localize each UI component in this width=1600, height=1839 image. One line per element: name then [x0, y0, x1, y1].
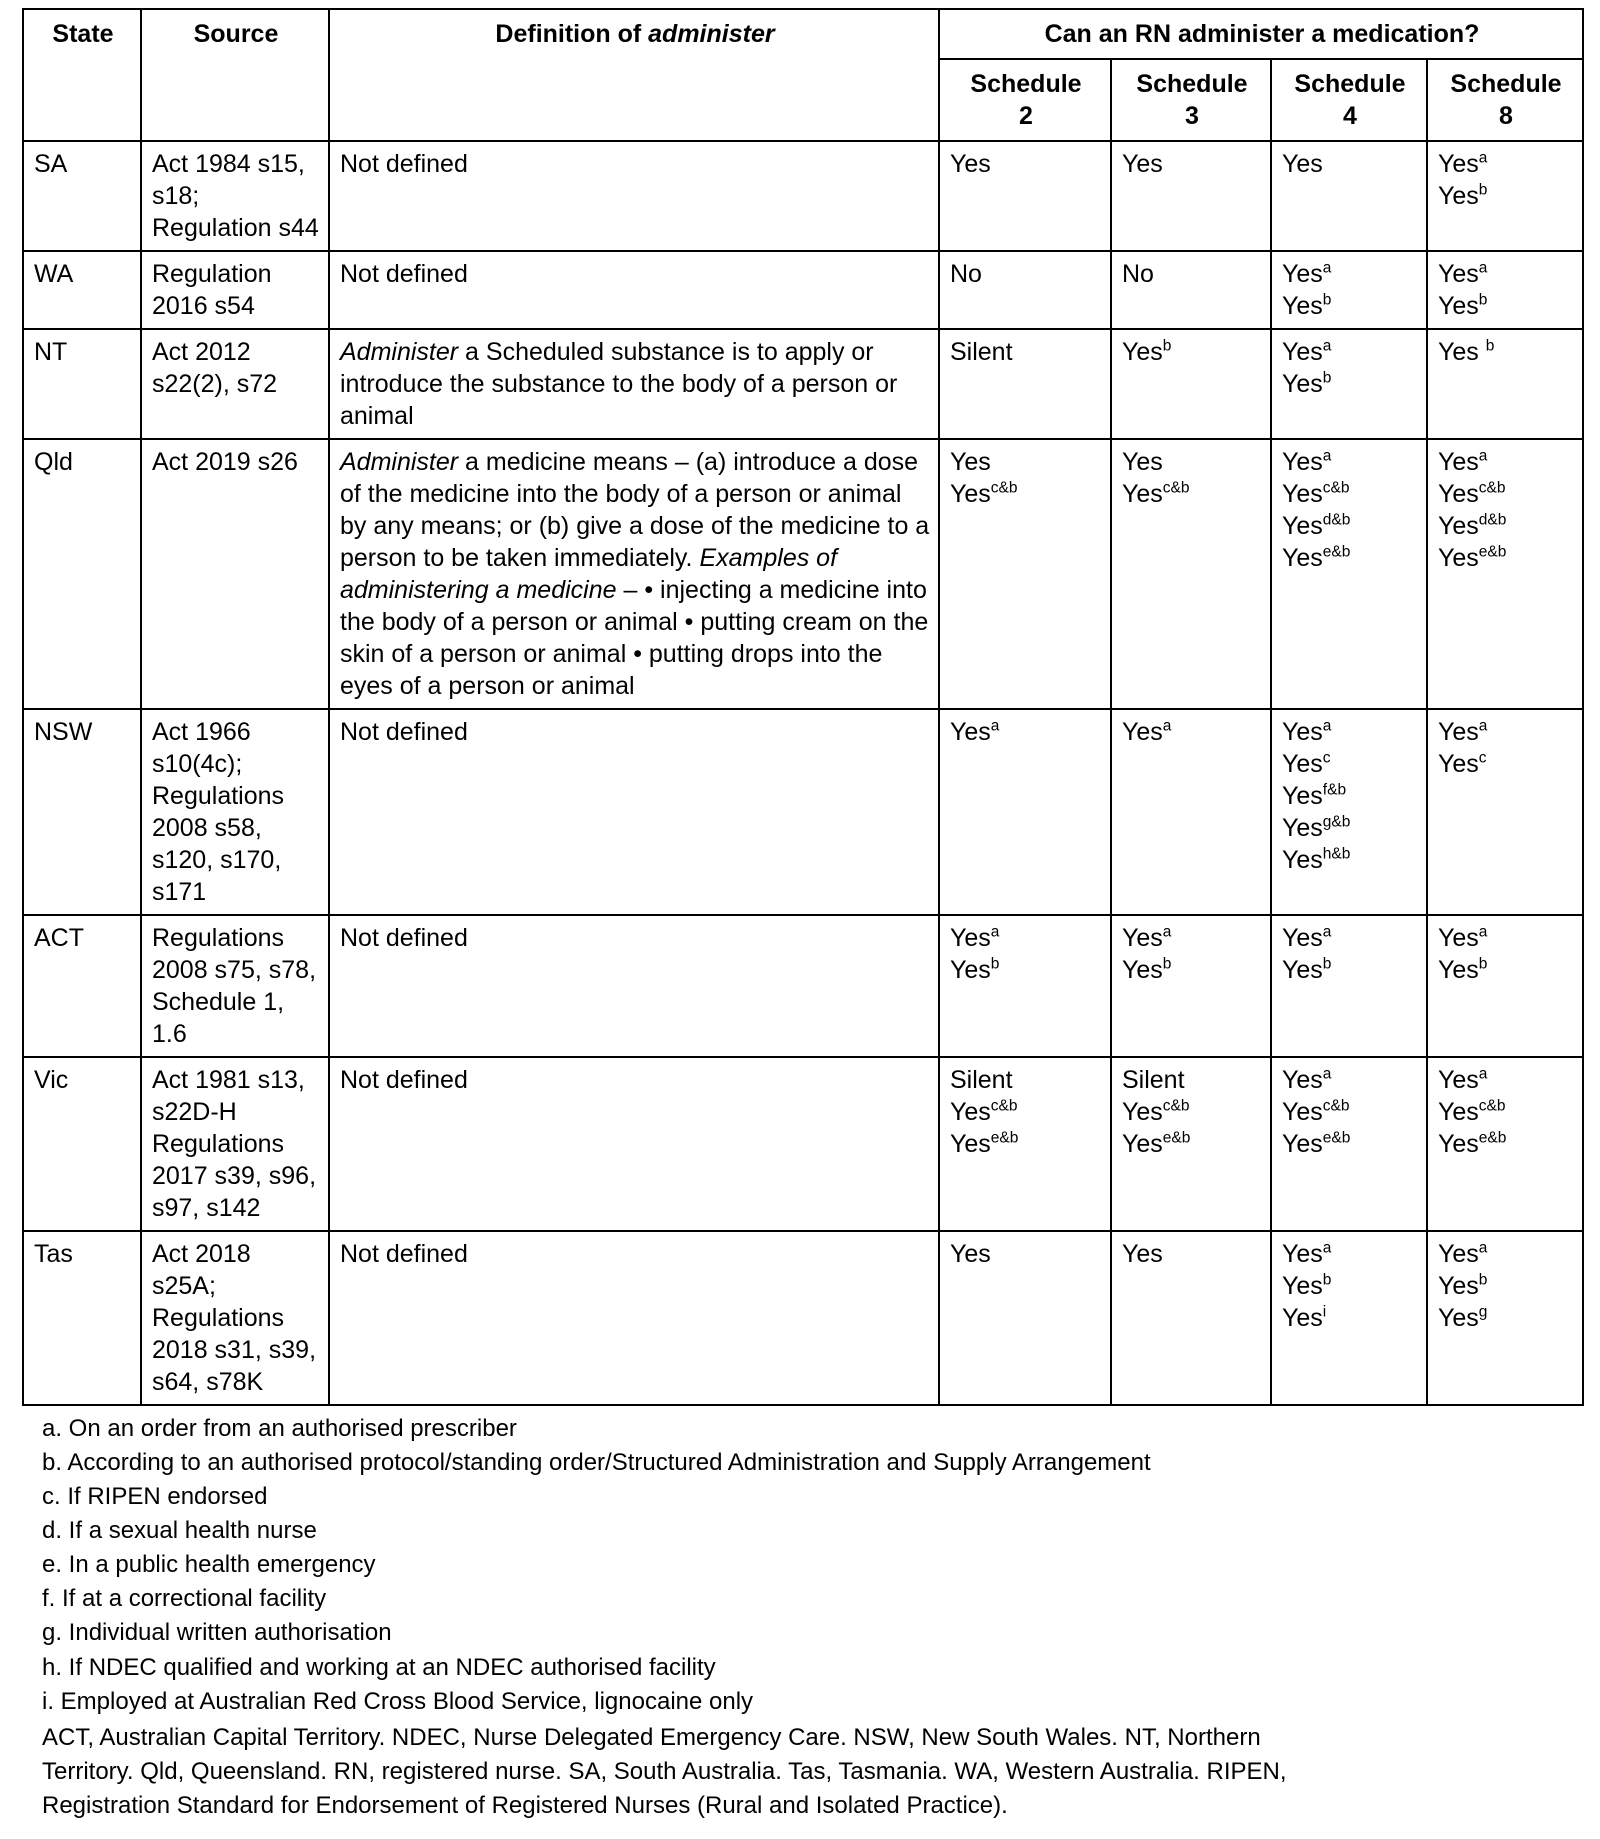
footnote-marker: c&b — [1162, 479, 1190, 497]
footnote-marker: b — [1162, 337, 1172, 355]
footnote-marker: a — [1322, 447, 1332, 465]
schedule-number-2: 2 — [1019, 102, 1033, 130]
footnote-marker: b — [1478, 291, 1488, 309]
cell-schedule-2 — [939, 251, 1111, 329]
schedule-number-3: 3 — [1185, 102, 1199, 130]
table-row — [23, 439, 1583, 709]
cell-state: NSW — [23, 709, 141, 915]
footnote-marker: b — [1322, 955, 1332, 973]
cell-schedule-8 — [1427, 915, 1583, 1057]
schedule-value: Yes$^{d\&b}$ — [1438, 511, 1507, 540]
footnote-marker: a — [1322, 337, 1332, 355]
footnote-marker: a — [1322, 717, 1332, 735]
footnote-marker: e&b — [1478, 1129, 1507, 1147]
column-header-schedule-4 — [1271, 59, 1427, 141]
schedule-value: Yes$^b$ — [950, 955, 1000, 984]
cell-source: Act 2018 s25A; Regulations 2018 s31, s39, s64, s78K — [141, 1231, 329, 1405]
schedule-value: Yes$^a$ — [1122, 923, 1172, 952]
cell-definition: Not defined — [329, 251, 939, 329]
footnote-marker: b — [1478, 181, 1488, 199]
schedule-value: Yes$^{h\&b}$ — [1282, 845, 1351, 874]
footnote-item: a. On an order from an authorised prescriber — [42, 1415, 517, 1442]
footnote-marker: a — [1478, 149, 1488, 167]
schedule-value: Yes$^b$ — [1438, 955, 1488, 984]
schedule-value: Silent — [1122, 1066, 1185, 1094]
cell-schedule-2 — [939, 1057, 1111, 1231]
column-header-schedule-8 — [1427, 59, 1583, 141]
schedule-value: Yes$^{e\&b}$ — [1282, 543, 1351, 572]
footnote-marker: a — [1322, 923, 1332, 941]
column-header-schedule-3 — [1111, 59, 1271, 141]
table-row — [23, 329, 1583, 439]
definition-header-prefix: Definition of — [495, 20, 649, 48]
cell-schedule-3 — [1111, 329, 1271, 439]
footnote-marker: a — [1162, 717, 1172, 735]
cell-schedule-3 — [1111, 141, 1271, 251]
schedule-value: Yes$^{c\&b}$ — [950, 479, 1018, 508]
schedule-value: Yes$^{e\&b}$ — [1282, 1129, 1351, 1158]
schedule-value: Yes$^{c\&b}$ — [1282, 1097, 1350, 1126]
schedule-value: Yes$^{d\&b}$ — [1282, 511, 1351, 540]
cell-state: Qld — [23, 439, 141, 709]
schedule-word-4: Schedule — [1294, 70, 1406, 98]
footnote-marker: a — [1478, 717, 1488, 735]
cell-state: Tas — [23, 1231, 141, 1405]
cell-source: Act 1984 s15, s18; Regulation s44 — [141, 141, 329, 251]
schedule-value: Yes$^a$ — [1438, 1239, 1488, 1268]
schedule-value: Yes$^a$ — [1282, 923, 1332, 952]
schedule-word-2: Schedule — [970, 70, 1082, 98]
schedule-value: Yes $^b$ — [1438, 337, 1495, 366]
schedule-value: Yes$^{c\&b}$ — [1282, 479, 1350, 508]
footnote-marker: b — [1322, 369, 1332, 387]
column-header-rn-group: Can an RN administer a medication? — [939, 9, 1583, 59]
footnote-marker: a — [1322, 1239, 1332, 1257]
schedule-value: Yes$^a$ — [1282, 1239, 1332, 1268]
schedule-value: Yes$^b$ — [1122, 955, 1172, 984]
table-body — [23, 141, 1583, 1405]
schedule-value: Yes$^{c\&b}$ — [950, 1097, 1018, 1126]
schedule-value: Yes$^a$ — [1282, 717, 1332, 746]
cell-schedule-3 — [1111, 251, 1271, 329]
cell-schedule-2 — [939, 439, 1111, 709]
footnote-marker: a — [1162, 923, 1172, 941]
footnote-marker: c&b — [1322, 479, 1350, 497]
footnotes-list — [42, 1412, 1600, 1719]
footnote-marker: c&b — [990, 1097, 1018, 1115]
schedule-value: Yes$^a$ — [1438, 149, 1488, 178]
footnote-marker: c&b — [1162, 1097, 1190, 1115]
schedule-value: Yes$^a$ — [1438, 1065, 1488, 1094]
cell-schedule-4 — [1271, 709, 1427, 915]
cell-state: Vic — [23, 1057, 141, 1231]
cell-schedule-8 — [1427, 1231, 1583, 1405]
footnote-marker: g — [1478, 1303, 1488, 1321]
schedule-value: Yes — [950, 1240, 991, 1268]
schedule-value: Yes$^{e\&b}$ — [1438, 543, 1507, 572]
footnote-marker: f&b — [1322, 781, 1347, 799]
footnote-marker: b — [1485, 337, 1495, 355]
footnote-marker: h&b — [1322, 845, 1351, 863]
schedule-value: Yes$^{g\&b}$ — [1282, 813, 1351, 842]
definition-header-italic: administer — [648, 20, 775, 48]
schedule-value: Yes$^a$ — [1282, 259, 1332, 288]
footnote-marker: a — [1322, 259, 1332, 277]
footnote-marker: c&b — [990, 479, 1018, 497]
schedule-value: Yes$^a$ — [1438, 259, 1488, 288]
definition-term: Administer — [340, 448, 459, 476]
schedule-value: Yes$^b$ — [1438, 181, 1488, 210]
schedule-value: Yes$^a$ — [1282, 337, 1332, 366]
table-row — [23, 915, 1583, 1057]
schedule-value: Yes$^a$ — [1438, 447, 1488, 476]
schedule-value: Yes$^i$ — [1282, 1303, 1327, 1332]
cell-schedule-4 — [1271, 915, 1427, 1057]
cell-state: NT — [23, 329, 141, 439]
schedule-value: Yes — [1122, 448, 1163, 476]
schedule-value: Yes — [1282, 150, 1323, 178]
schedule-value: Yes$^a$ — [1282, 1065, 1332, 1094]
footnote-marker: e&b — [1322, 543, 1351, 561]
schedule-value: Yes$^c$ — [1282, 749, 1331, 778]
schedule-value: Yes$^{c\&b}$ — [1438, 479, 1506, 508]
cell-source: Act 2019 s26 — [141, 439, 329, 709]
schedule-number-4: 4 — [1343, 102, 1357, 130]
footnote-marker: a — [1478, 1065, 1488, 1083]
cell-definition: Not defined — [329, 915, 939, 1057]
cell-state: SA — [23, 141, 141, 251]
cell-definition: Not defined — [329, 141, 939, 251]
table-row — [23, 1231, 1583, 1405]
cell-schedule-4 — [1271, 439, 1427, 709]
cell-schedule-4 — [1271, 1231, 1427, 1405]
cell-schedule-8 — [1427, 709, 1583, 915]
cell-schedule-8 — [1427, 141, 1583, 251]
schedule-value: Yes$^a$ — [1282, 447, 1332, 476]
cell-schedule-3 — [1111, 915, 1271, 1057]
definition-term: Administer — [340, 338, 459, 366]
footnote-marker: b — [990, 955, 1000, 973]
footnote-marker: a — [1478, 923, 1488, 941]
footnote-item: i. Employed at Australian Red Cross Blood Service, lignocaine only — [42, 1687, 754, 1715]
footnote-marker: d&b — [1322, 511, 1351, 529]
schedule-value: Yes$^{c\&b}$ — [1438, 1097, 1506, 1126]
cell-source: Act 1981 s13, s22D-H Regulations 2017 s39, s96, s97, s142 — [141, 1057, 329, 1231]
footnote-item: g. Individual written authorisation — [42, 1619, 392, 1647]
cell-definition: Not defined — [329, 1231, 939, 1405]
cell-schedule-2 — [939, 709, 1111, 915]
footnote-marker: a — [1322, 1065, 1332, 1083]
schedule-value: Yes$^c$ — [1438, 749, 1487, 778]
cell-schedule-2 — [939, 915, 1111, 1057]
footnote-marker: i — [1322, 1303, 1327, 1321]
schedule-value: Yes$^b$ — [1438, 1271, 1488, 1300]
footnote-marker: a — [1478, 1239, 1488, 1257]
footnote-marker: b — [1322, 291, 1332, 309]
cell-source: Regulations 2008 s75, s78, Schedule 1, 1.6 — [141, 915, 329, 1057]
cell-schedule-2 — [939, 329, 1111, 439]
schedule-value: Yes — [950, 150, 991, 178]
cell-schedule-3 — [1111, 439, 1271, 709]
schedule-value: Yes$^b$ — [1282, 369, 1332, 398]
schedule-value: Yes$^{e\&b}$ — [1438, 1129, 1507, 1158]
footnote-marker: b — [1322, 1271, 1332, 1289]
table-row — [23, 251, 1583, 329]
table-row — [23, 141, 1583, 251]
footnote-marker: e&b — [1478, 543, 1507, 561]
cell-state: ACT — [23, 915, 141, 1057]
cell-schedule-3 — [1111, 1057, 1271, 1231]
footnote-marker: b — [1478, 955, 1488, 973]
schedule-word-3: Schedule — [1136, 70, 1248, 98]
schedule-value: Yes$^a$ — [1438, 923, 1488, 952]
schedule-value: Yes$^b$ — [1282, 1271, 1332, 1300]
footnote-marker: c — [1322, 749, 1331, 767]
footnote-marker: c&b — [1478, 479, 1506, 497]
cell-schedule-3 — [1111, 709, 1271, 915]
schedule-value: Yes$^a$ — [950, 717, 1000, 746]
schedule-number-8: 8 — [1499, 102, 1513, 130]
schedule-value: Yes$^b$ — [1438, 291, 1488, 320]
cell-definition: Administer a Scheduled substance is to apply or introduce the substance to the body of a person or animal — [329, 329, 939, 439]
definition-example-heading: Examples of administering a medicine — [340, 544, 838, 604]
cell-definition: Administer a medicine means – (a) introduce a dose of the medicine into the body of a person or animal by any means; or (b) give a dose of the medicine to a person to be taken immediately. Examples of administering a medicine – • injecting a medicine into the body of a person or animal • putting cream on the skin of a person or animal • putting drops into the eyes of a person or animal — [329, 439, 939, 709]
footnote-item: c. If RIPEN endorsed — [42, 1483, 268, 1511]
schedule-value: No — [950, 260, 982, 288]
cell-schedule-4 — [1271, 251, 1427, 329]
footnote-item: d. If a sexual health nurse — [42, 1517, 317, 1545]
schedule-value: Yes$^b$ — [1122, 337, 1172, 366]
footnote-marker: a — [990, 717, 1000, 735]
schedule-value: Yes — [1122, 150, 1163, 178]
footnote-marker: b — [1162, 955, 1172, 973]
footnote-marker: c — [1478, 749, 1487, 767]
column-header-source: Source — [141, 9, 329, 141]
footnote-marker: e&b — [1162, 1129, 1191, 1147]
schedule-word-8: Schedule — [1450, 70, 1562, 98]
cell-source: Regulation 2016 s54 — [141, 251, 329, 329]
cell-schedule-3 — [1111, 1231, 1271, 1405]
schedule-value: Yes$^{c\&b}$ — [1122, 1097, 1190, 1126]
footnote-marker: e&b — [990, 1129, 1019, 1147]
footnote-marker: e&b — [1322, 1129, 1351, 1147]
footnote-item: e. In a public health emergency — [42, 1551, 376, 1579]
footnote-item: f. If at a correctional facility — [42, 1585, 327, 1613]
cell-source: Act 1966 s10(4c); Regulations 2008 s58, s120, s170, s171 — [141, 709, 329, 915]
column-header-definition — [329, 9, 939, 141]
footnote-item: b. According to an authorised protocol/standing order/Structured Administration and Supply Arrangement — [42, 1449, 1151, 1477]
column-header-schedule-2 — [939, 59, 1111, 141]
schedule-value: Yes$^a$ — [950, 923, 1000, 952]
table-row — [23, 709, 1583, 915]
footnote-marker: d&b — [1478, 511, 1507, 529]
table-header — [23, 9, 1583, 141]
cell-schedule-4 — [1271, 1057, 1427, 1231]
schedule-value: Yes$^{e\&b}$ — [950, 1129, 1019, 1158]
footnote-marker: a — [990, 923, 1000, 941]
rn-administration-table — [22, 8, 1584, 1406]
schedule-value: Yes$^{f\&b}$ — [1282, 781, 1347, 810]
schedule-value: Yes — [950, 448, 991, 476]
footnote-marker: c&b — [1478, 1097, 1506, 1115]
cell-source: Act 2012 s22(2), s72 — [141, 329, 329, 439]
schedule-value: Yes$^{e\&b}$ — [1122, 1129, 1191, 1158]
schedule-value: Yes — [1122, 1240, 1163, 1268]
cell-schedule-8 — [1427, 439, 1583, 709]
cell-schedule-8 — [1427, 1057, 1583, 1231]
footnote-marker: a — [1478, 259, 1488, 277]
schedule-value: Silent — [950, 1066, 1013, 1094]
footnote-marker: c&b — [1322, 1097, 1350, 1115]
cell-definition: Not defined — [329, 1057, 939, 1231]
cell-definition: Not defined — [329, 709, 939, 915]
schedule-value: Yes$^b$ — [1282, 955, 1332, 984]
footnote-item: h. If NDEC qualified and working at an NDEC authorised facility — [42, 1653, 716, 1681]
cell-schedule-2 — [939, 141, 1111, 251]
schedule-value: No — [1122, 260, 1154, 288]
schedule-value: Yes$^g$ — [1438, 1303, 1488, 1332]
cell-schedule-8 — [1427, 329, 1583, 439]
schedule-value: Yes$^b$ — [1282, 291, 1332, 320]
footnote-marker: g&b — [1322, 813, 1351, 831]
schedule-value: Yes$^a$ — [1438, 717, 1488, 746]
footnote-marker: b — [1478, 1271, 1488, 1289]
cell-schedule-4 — [1271, 329, 1427, 439]
schedule-value: Yes$^a$ — [1122, 717, 1172, 746]
footnote-marker: a — [1478, 447, 1488, 465]
cell-schedule-8 — [1427, 251, 1583, 329]
table-row — [23, 1057, 1583, 1231]
cell-schedule-4 — [1271, 141, 1427, 251]
column-header-state: State — [23, 9, 141, 141]
header-row-top — [23, 9, 1583, 59]
cell-schedule-2 — [939, 1231, 1111, 1405]
schedule-value: Yes$^{c\&b}$ — [1122, 479, 1190, 508]
cell-state: WA — [23, 251, 141, 329]
abbreviations-paragraph: ACT, Australian Capital Territory. NDEC, Nurse Delegated Emergency Care. NSW, New South Wales. NT, Northern Territory. Qld, Queensland. RN, registered nurse. SA, South Australia. Tas, Tasmania. WA, Western Australia. RIPEN, Registration Standard for Endorsement of Registered Nurses (Rural and Isolated Practice). — [42, 1723, 1287, 1819]
schedule-value: Silent — [950, 338, 1013, 366]
